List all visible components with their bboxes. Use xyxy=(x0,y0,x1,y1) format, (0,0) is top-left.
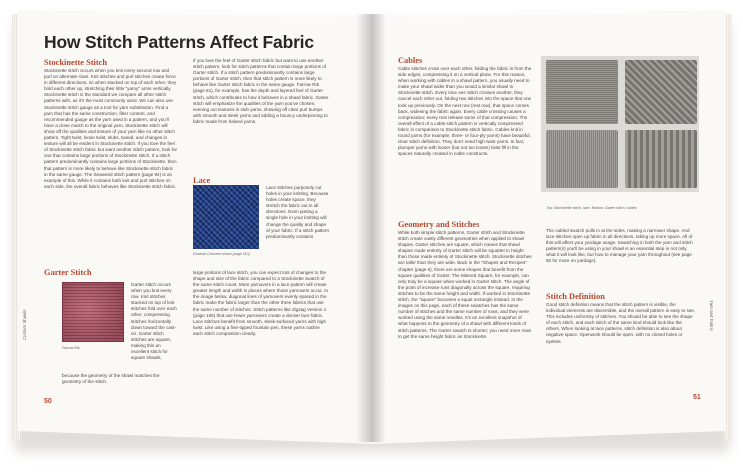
lace-shawl-image xyxy=(193,185,259,249)
cable-swatch xyxy=(625,130,697,188)
geometry-body: While both simple stitch patterns, Garter stitch and Stockinette stitch create vastly different geometries when applied to shawl shapes. Garter stitches are square, which means that shawl shapes made entirely of Garter stitch will be squatter in height than those made entirely of Stockinette stitch. Stockinette stitches are taller than they are wide. Back in the "Shapes and Recipes" chapter (page 6), there are some shapes that benefit from the square qualities of Garter. The Mitered Square, for example, can only truly be a square when worked in Garter stitch. The angle of the point of increase runs diagonally across the square, requiring stitches to be the same height and width. If worked in Stockinette stitch, the "square" becomes a squat rectangle instead. In the images on this page, each of these swatches has the same number of stitches and the same number of rows, and they were worked using the same needles. It's an excellent snapshot of what happens to the geometry of a shawl with different kinds of stitch patterns. The Garter swatch is shorter; you need more rows to get the same height fabric as Stockinette. xyxy=(398,230,532,339)
heading-garter: Garter Stitch xyxy=(44,268,92,277)
stockinette-swatch xyxy=(546,60,618,124)
garter-swatch xyxy=(546,130,618,188)
photo-caption: Top: Stockinette stitch, lace. Bottom: Garter stitch, cables xyxy=(546,206,637,210)
geometry-continued: The cabled swatch pulls in at the sides, making a narrower shape. And lace stitches open up fabric in all directions, taking up more space. All of this will affect your yardage usage. Swatching in both the yarn and stitch pattern(s) you'll be using in your shawl is an essential step in not only what it will look like, but how to manage your yarn throughout (see page 50 for more on yardage). xyxy=(546,228,693,264)
heading-stockinette: Stockinette Stitch xyxy=(44,58,108,67)
garter-continued-body: If you love the feel of Garter stitch fabric but want to use another stitch pattern, look for stitch patterns that contain large portions of Garter stitch. If a stitch pattern predominantly contains large portions of Garter stitch, then that stitch pattern is more likely to behave like Garter stitch fabric in the same gauge. Farrow Rib (page 81), for example, has the depth and layered feel of Garter stitch, which contributes to how it behaves in a shawl fabric. Garter stitch will emphasize the qualities of the yarn you've chosen, evening out textures in slub yarns, showing off clear purl bumps with smooth and sleek yarns and adding a bouncy underpinning to fabric made from haloed yarns. xyxy=(193,58,329,124)
heading-geometry: Geometry and Stitches xyxy=(398,220,480,229)
lace-body-side: Lace stitches purposely cut holes in your knitting. Because holes create space, they stretch the fabric out in all directions. Even putting a single hole in your knitting will change the quality and shape of your fabric. If a stitch pattern predominantly contains xyxy=(266,185,330,239)
page-number-right: 51 xyxy=(693,394,701,401)
garter-body-bottom: because the geometry of the shawl matches the geometry of the stitch. xyxy=(62,373,160,385)
heading-cables: Cables xyxy=(398,56,423,65)
stockinette-body: Stockinette stitch occurs when you knit every second row and purl on alternate rows. Knit stitches and purl stitches create force in different directions, so when stacked on top of each other, they hold each other up, stretching their little "yarny" arms vertically. Stockinette stitch is the standard we compare all other stitch patterns with, as it's the most commonly used. We can also use Stockinette stitch gauge as a tool for yarn substitution. Find a yarn that has the same construction, fiber content, and recommended gauge as the yarn used in a pattern, and you'll have a close match to the original yarn. Stockinette stitch will show off the qualities and texture of your yarn like no other stitch pattern. Tight twist, loose twist, slubs, tweed, and changes in texture will all be evident in Stockinette stitch. If you love the feel of Stockinette stitch fabric but want another stitch pattern, look for one that contains large portions of Stockinette stitch. If a stitch pattern predominantly contains large portions of Stockinette, then that pattern is more likely to behave like Stockinette stitch fabric in the same gauge. The Seaweed stitch pattern (page 94) is an example of this. While it contains both knit and purl stitches on each side, the overall fabric behaves like Stockinette stitch fabric. xyxy=(44,68,178,189)
page-number-left: 50 xyxy=(44,398,52,405)
lace-swatch xyxy=(625,60,697,124)
garter-swatch-image xyxy=(62,282,124,342)
running-head-right: Yarn and Fabric xyxy=(709,300,714,331)
heading-stitch-definition: Stitch Definition xyxy=(546,292,605,301)
running-head-left: Custom Shawls xyxy=(22,309,27,340)
stitch-definition-body: Good stitch definition means that the stitch pattern is visible, the individual elements are discernible, and the overall pattern is easy to see. This includes uniformity of stitches. You should be able to see the shape of each stitch, and each stitch of the same kind should look like the others. When looking at lace patterns, stitch definition is also about negative space. Openwork should be open, with no closed holes or eyelets. xyxy=(546,302,696,344)
heading-lace: Lace xyxy=(193,176,211,185)
lace-body-bottom: large portions of lace stitch, you can expect lots of changes to the shape and size of the fabric compared to a Stockinette swatch of the same stitch count. More yarnovers in a lace pattern will create greater length and width in places where those yarnovers occur. In the image below, diagonal lines of yarnovers evenly spaced in the fabric make the fabric larger than the other three fabrics that use the same number of stitches. Stitch patterns like Zigzag Version 1 (page 105) that use fewer yarnovers create a denser lace fabric. Lace stitches benefit from smooth, sleek-surfaced yarns with high twist. Like using a fine-tipped fountain pen, these yarns outline each stitch composition clearly. xyxy=(193,270,329,336)
book-gutter xyxy=(356,14,386,442)
garter-body-side: Garter stitch occurs when you knit every row. Knit stitches stacked on top of knit stitches fold over each other, compressing stitches horizontally down toward the cast-on. Garter stitch stitches are square, making this an excellent stitch for square shawls, xyxy=(131,282,177,361)
lace-caption: Dovetail Crescent shawl (page 110) xyxy=(193,252,250,256)
cables-body: Cable stitches cross over each other, folding the fabric in from the side edges, compressing it on a vertical plane. For this reason, when working with cables in a shawl pattern, you usually need to make your shawl wider than you would a similar shawl in Stockinette stitch. Every time one stitch crosses another, they cancel each other out, folding two stitches into the space that one took up previously. On the next row (rest row), that space comes back, widening the fabric again. Every cable crossing causes a compression; every rest release some of that compression. The overall effect of a cable stitch pattern is vertically compressed fabric in comparison to Stockinette stitch fabric. Cables knit in round yarns (for example, three- or four-ply yarns) have beautiful, clear stitch definition. They don't need high-twist yarns. In fact, plumper yarns with looser (but not too loose!) twist fill in the spaces naturally created in cable constructs. xyxy=(398,66,532,157)
page-title: How Stitch Patterns Affect Fabric xyxy=(44,32,314,52)
garter-caption: Farrow Rib xyxy=(62,346,80,350)
